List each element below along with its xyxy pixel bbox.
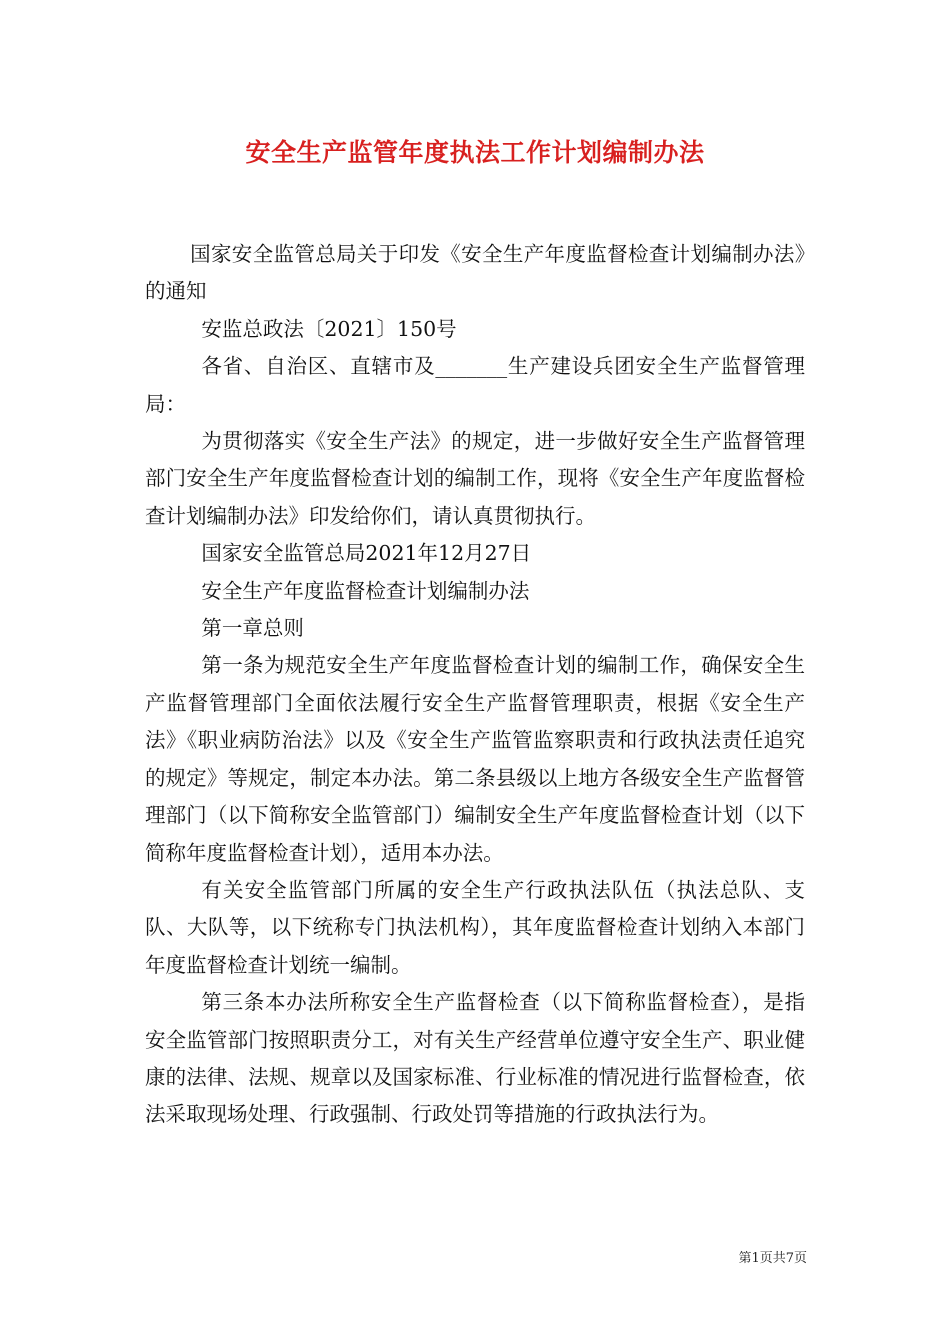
page-number: 第1页共7页 [738,1251,807,1266]
paragraph-issuer-date: 国家安全监管总局2021年12月27日 [201,541,532,566]
paragraph-article-one: 第一条为规范安全生产年度监督检查计划的编制工作，确保安全生产监督管理部门全面依法履行安全生产监督管理职责，根据《安全生产法》《职业病防治法》以及《安全生产监管监察职责和行政执法责任追究的规定》等规定，制定本办法。第二条县级以上地方各级安全生产监督管理部门（以下简称安全监管部门）编制安全生产年度监督检查计划（以下简称年度监督检查计划），适用本办法。 [145,653,805,865]
paragraph-intro: 为贯彻落实《安全生产法》的规定，进一步做好安全生产监督管理部门安全生产年度监督检查计划的编制工作，现将《安全生产年度监督检查计划编制办法》印发给你们，请认真贯彻执行。 [145,429,805,528]
document-title: 安全生产监管年度执法工作计划编制办法 [245,138,705,167]
document-body [145,236,805,1134]
paragraph-article-three: 第三条本办法所称安全生产监督检查（以下简称监督检查），是指安全监管部门按照职责分工，对有关生产经营单位遵守安全生产、职业健康的法律、法规、规章以及国家标准、行业标准的情况进行监督检查，依法采取现场处理、行政强制、行政处罚等措施的行政执法行为。 [145,990,805,1127]
paragraph-notice-title: 国家安全监管总局关于印发《安全生产年度监督检查计划编制办法》的通知 [145,242,805,304]
paragraph-enforcement-teams: 有关安全监管部门所属的安全生产行政执法队伍（执法总队、支队、大队等，以下统称专门执法机构），其年度监督检查计划纳入本部门年度监督检查计划统一编制。 [145,877,805,977]
paragraph-method-title: 安全生产年度监督检查计划编制办法 [201,578,530,603]
paragraph-doc-number: 安监总政法〔2021〕150号 [201,316,457,341]
paragraph-chapter-one: 第一章总则 [201,616,304,641]
paragraph-recipients: 各省、自治区、直辖市及_______生产建设兵团安全生产监督管理局： [145,354,805,416]
